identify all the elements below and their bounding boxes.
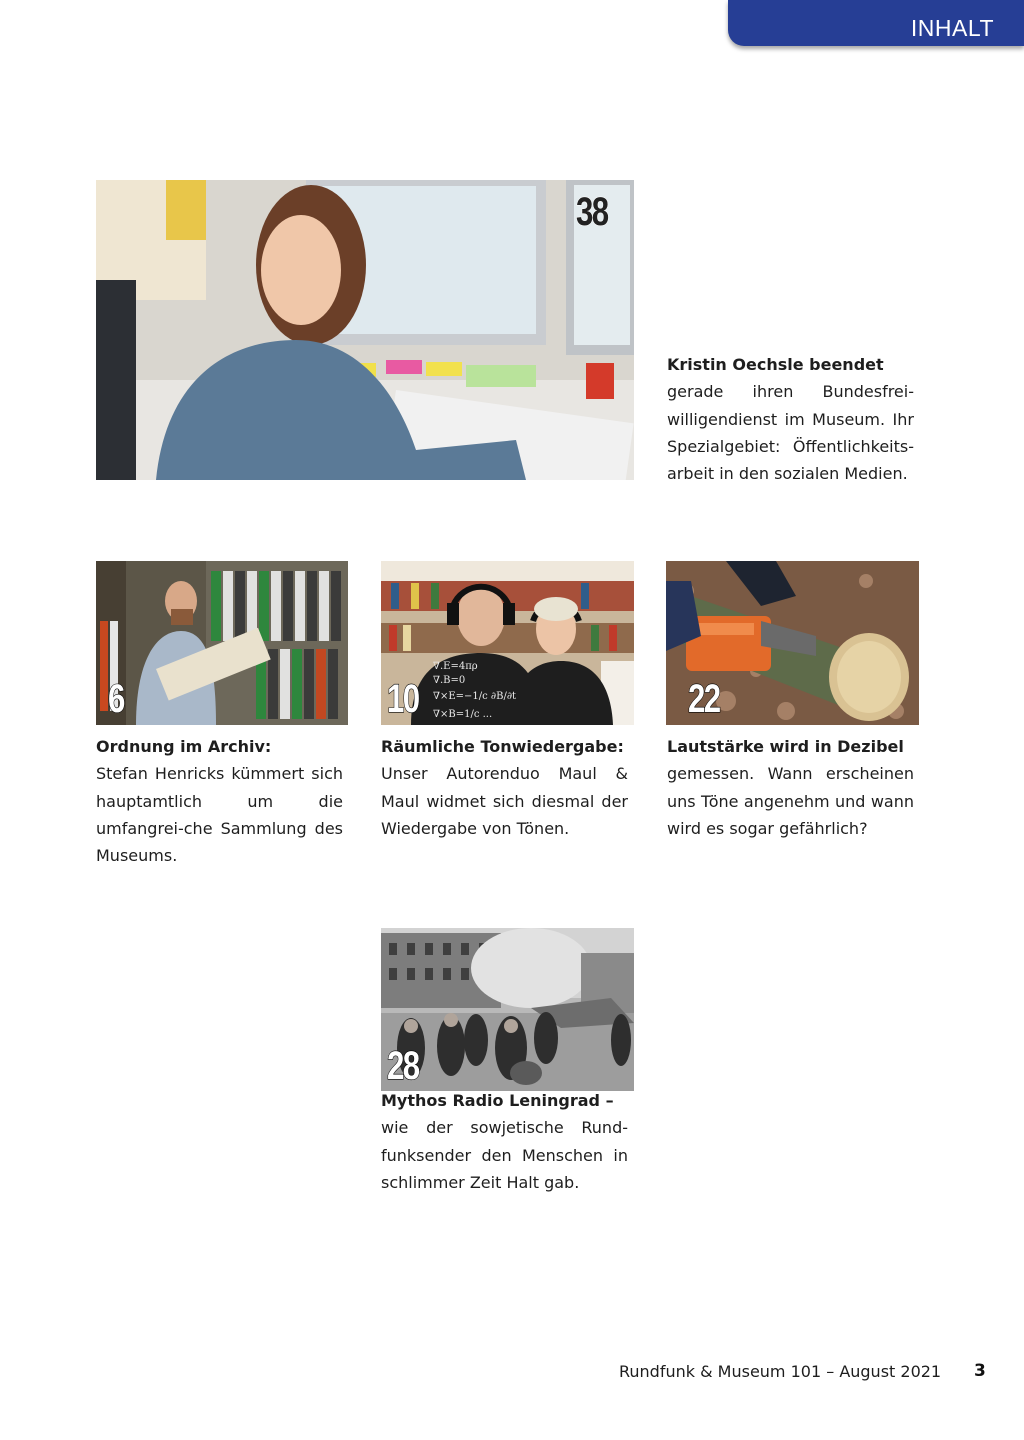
- article-28-caption: [381, 1087, 628, 1196]
- article-6-headline: Ordnung im Archiv:: [96, 737, 272, 756]
- article-38-headline: Kristin Oechsle beendet: [667, 355, 884, 374]
- svg-text:∇×E=−1/c ∂B/∂t: ∇×E=−1/c ∂B/∂t: [433, 691, 517, 702]
- article-10-text: Unser Autorenduo Maul & Maul widmet sich diesmal der Wiedergabe von Tönen.: [381, 764, 628, 838]
- article-22-text: gemessen. Wann erscheinen uns Töne angenehm und wann wird es sogar gefährlich?: [667, 764, 914, 838]
- article-10-headline: Räumliche Tonwiedergabe:: [381, 737, 624, 756]
- article-38-number: 38: [576, 190, 608, 234]
- article-22-headline: Lautstärke wird in Dezibel: [667, 737, 904, 756]
- section-tab-label: INHALT: [910, 15, 994, 41]
- article-10-caption: [381, 733, 628, 842]
- article-28-photo: [381, 928, 634, 1091]
- article-28-headline: Mythos Radio Leningrad –: [381, 1091, 614, 1110]
- article-38-text: gerade ihren Bundesfrei-willigendienst im Museum. Ihr Spezialgebiet: Öffentlichkeits-arbeit in den sozialen Medien.: [667, 382, 914, 484]
- article-6-text: Stefan Henricks kümmert sich hauptamtlich um die umfangrei-che Sammlung des Museums.: [96, 764, 343, 866]
- article-6-number: 6: [108, 677, 124, 721]
- article-22-photo: [666, 561, 919, 725]
- article-22-caption: [667, 733, 914, 842]
- footer-publication: Rundfunk & Museum 101 – August 2021: [619, 1362, 942, 1381]
- article-38-photo: [96, 180, 634, 480]
- svg-text:∇.E=4πρ: ∇.E=4πρ: [433, 661, 478, 672]
- article-10-photo: [381, 561, 634, 725]
- article-10-number: 10: [387, 677, 419, 721]
- page-number: 3: [974, 1361, 986, 1381]
- article-38-caption: [667, 351, 914, 487]
- svg-text:∇×B=1/c ...: ∇×B=1/c ...: [433, 709, 493, 720]
- svg-text:∇.B=0: ∇.B=0: [433, 675, 466, 686]
- article-6-caption: [96, 733, 343, 869]
- article-6-photo: [96, 561, 348, 725]
- article-22-number: 22: [688, 677, 720, 721]
- article-28-number: 28: [387, 1044, 419, 1088]
- article-28-text: wie der sowjetische Rund-funksender den Menschen in schlimmer Zeit Halt gab.: [381, 1118, 628, 1192]
- section-tab: [728, 0, 1024, 46]
